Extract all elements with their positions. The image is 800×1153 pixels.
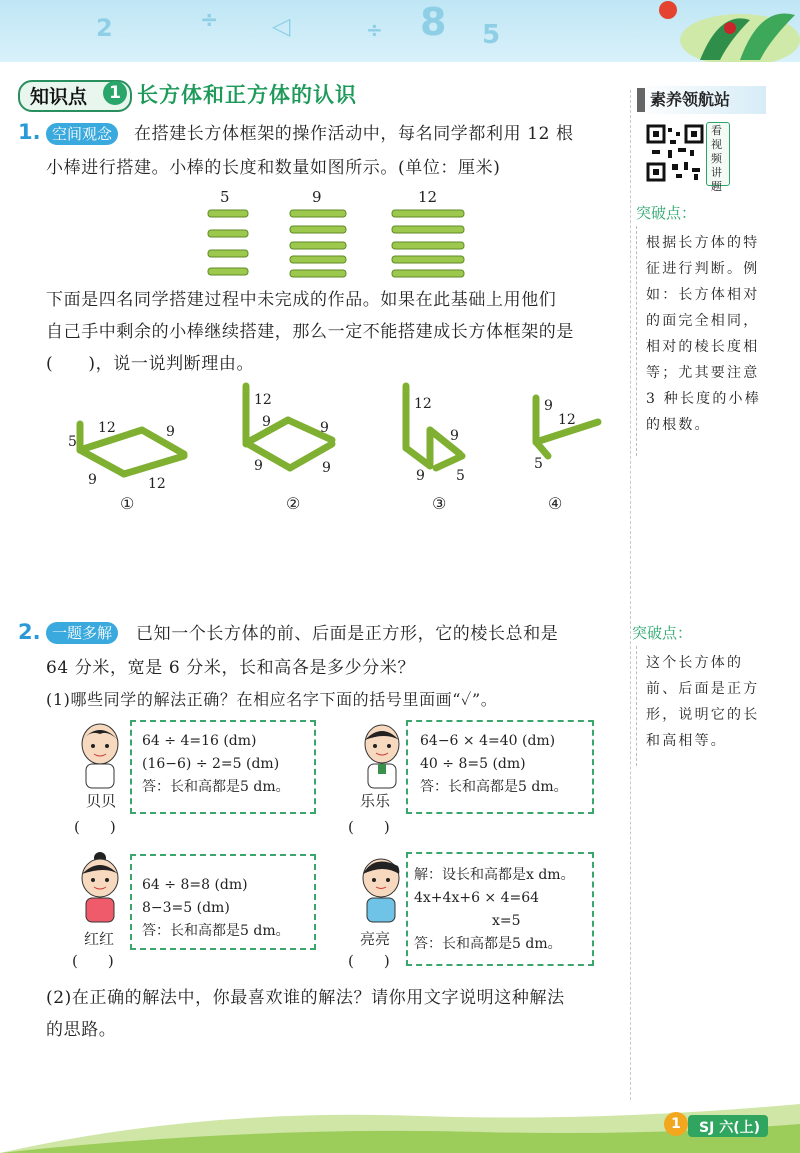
tip-line: 的根数。 <box>646 417 711 433</box>
edge-label: 12 <box>414 396 432 412</box>
question-1-number: 1. <box>18 120 41 144</box>
header-decoration <box>0 0 640 62</box>
tip-line: 相对的棱长度相 <box>646 339 760 355</box>
stick-length-label: 9 <box>312 188 322 206</box>
edge-label: 5 <box>68 434 77 450</box>
tip-2-text <box>646 650 759 754</box>
leaf-decoration-icon <box>630 0 800 62</box>
question-2-part-1: (1)哪些同学的解法正确？在相应名字下面的括号里面画“✓”。 <box>46 690 498 709</box>
deco-char: 2 <box>96 14 113 42</box>
tip-line: 和高相等。 <box>646 733 727 749</box>
question-2-part-2: 的思路。 <box>46 1020 117 1040</box>
edge-label: 12 <box>254 392 272 408</box>
solution-line: x=5 <box>492 913 521 929</box>
solution-line: 答：长和高都是5 dm。 <box>142 779 290 795</box>
student-avatar-icon <box>354 852 408 924</box>
edge-label: 9 <box>320 420 329 436</box>
deco-char: 8 <box>420 0 447 44</box>
edge-label: 9 <box>416 468 425 484</box>
tip-line: 如：长方体相对 <box>646 287 760 303</box>
student-avatar-icon <box>74 720 126 790</box>
student-name: 红红 <box>84 930 115 948</box>
edge-label: 12 <box>98 420 116 436</box>
stick-length-label: 5 <box>220 188 230 206</box>
edge-label: 12 <box>558 412 576 428</box>
edge-label: 5 <box>456 468 465 484</box>
tip-line: 根据长方体的特 <box>646 235 760 251</box>
edge-label: 9 <box>450 428 459 444</box>
qr-caption: 看视频讲题 <box>711 124 722 193</box>
figure-label: ② <box>286 494 301 513</box>
figure-1-frame <box>62 412 202 492</box>
knowledge-point-label: 知识点 <box>30 86 88 108</box>
student-avatar-icon <box>72 850 128 924</box>
tip-1-text <box>646 230 761 438</box>
edge-label: 5 <box>534 456 543 472</box>
tip-1-title: 突破点： <box>636 204 697 222</box>
figure-3-frame <box>396 380 486 480</box>
solution-line: 答：长和高都是5 dm。 <box>142 923 290 939</box>
question-1-line: 在搭建长方体框架的操作活动中，每名同学都利用 12 根 <box>134 124 574 144</box>
tip-line: 这个长方体的 <box>646 655 744 671</box>
answer-blank[interactable]: ( ) <box>72 952 114 970</box>
edge-label: 12 <box>148 476 166 492</box>
question-2-number: 2. <box>18 620 41 644</box>
solution-line: 答：长和高都是5 dm。 <box>420 779 568 795</box>
qr-code-icon[interactable] <box>646 124 704 182</box>
edge-label: 9 <box>88 472 97 488</box>
student-name: 贝贝 <box>86 792 117 810</box>
tip-line: 的面完全相同， <box>646 313 760 329</box>
solution-line: 答：长和高都是5 dm。 <box>414 936 562 952</box>
side-divider <box>630 90 632 1100</box>
question-2-line: 已知一个长方体的前、后面是正方形，它的棱长总和是 <box>136 624 559 644</box>
section-heading: 长方体和正方体的认识 <box>137 83 357 107</box>
question-2-line: 64 分米，宽是 6 分米，长和高各是多少分米？ <box>46 658 416 678</box>
question-1-line: 小棒进行搭建。小棒的长度和数量如图所示。(单位：厘米) <box>46 158 501 178</box>
student-name: 乐乐 <box>360 792 391 810</box>
figure-label: ④ <box>548 494 563 513</box>
tip-line: 前、后面是正方 <box>646 681 760 697</box>
edge-label: 9 <box>254 458 263 474</box>
tip-line: 等；尤其要注意 <box>646 365 760 381</box>
bookmark-icon <box>636 88 646 112</box>
stick-length-label: 12 <box>418 188 438 206</box>
solution-text <box>142 730 290 799</box>
tip-2-title: 突破点： <box>632 624 693 642</box>
solution-line: 40 ÷ 8=5 (dm) <box>420 756 526 772</box>
book-label: SJ 六(上) <box>699 1120 760 1136</box>
answer-blank[interactable]: ( ) <box>348 952 390 970</box>
page-number: 1 <box>664 1112 688 1136</box>
solution-line: 64−6 × 4=40 (dm) <box>420 733 556 749</box>
tip-line: 3 种长度的小棒 <box>646 391 761 407</box>
deco-char: 5 <box>482 20 501 50</box>
question-1-tag: 空间观念 <box>46 123 118 145</box>
question-2-tag: 一题多解 <box>46 622 118 644</box>
tip-line: 形，说明它的长 <box>646 707 760 723</box>
answer-blank[interactable]: ( ) <box>348 818 390 836</box>
question-1-line: 下面是四名同学搭建过程中未完成的作品。如果在此基础上用他们 <box>46 290 557 310</box>
figure-label: ① <box>120 494 135 513</box>
panel-title: 素养领航站 <box>650 90 731 109</box>
knowledge-point-number: 1 <box>103 81 127 105</box>
tip-line: 征进行判断。例 <box>646 261 760 277</box>
solution-text <box>414 864 575 956</box>
solution-text <box>142 874 290 943</box>
deco-char: ÷ <box>200 8 219 33</box>
edge-label: 9 <box>322 460 331 476</box>
solution-line: 解：设长和高都是x dm。 <box>414 867 575 883</box>
edge-label: 9 <box>262 414 271 430</box>
solution-line: 64 ÷ 8=8 (dm) <box>142 877 248 893</box>
solution-text <box>420 730 568 799</box>
solution-line: 64 ÷ 4=16 (dm) <box>142 733 257 749</box>
answer-blank[interactable]: ( ) <box>74 818 116 836</box>
edge-label: 9 <box>166 424 175 440</box>
figure-label: ③ <box>432 494 447 513</box>
deco-char: ◁ <box>272 12 291 40</box>
question-2-part-2: (2)在正确的解法中，你最喜欢谁的解法？请你用文字说明这种解法 <box>46 988 565 1008</box>
deco-char: ÷ <box>366 18 383 42</box>
sticks-illustration <box>200 206 480 282</box>
solution-line: 8−3=5 (dm) <box>142 900 230 916</box>
question-1-line: ( )，说一说判断理由。 <box>46 354 255 374</box>
edge-label: 9 <box>544 398 553 414</box>
student-name: 亮亮 <box>360 930 391 948</box>
student-avatar-icon <box>356 720 408 790</box>
solution-line: (16−6) ÷ 2=5 (dm) <box>142 756 280 772</box>
question-1-line: 自己手中剩余的小棒继续搭建，那么一定不能搭建成长方体框架的是 <box>46 322 574 342</box>
solution-line: 4x+4x+6 × 4=64 <box>414 890 540 906</box>
